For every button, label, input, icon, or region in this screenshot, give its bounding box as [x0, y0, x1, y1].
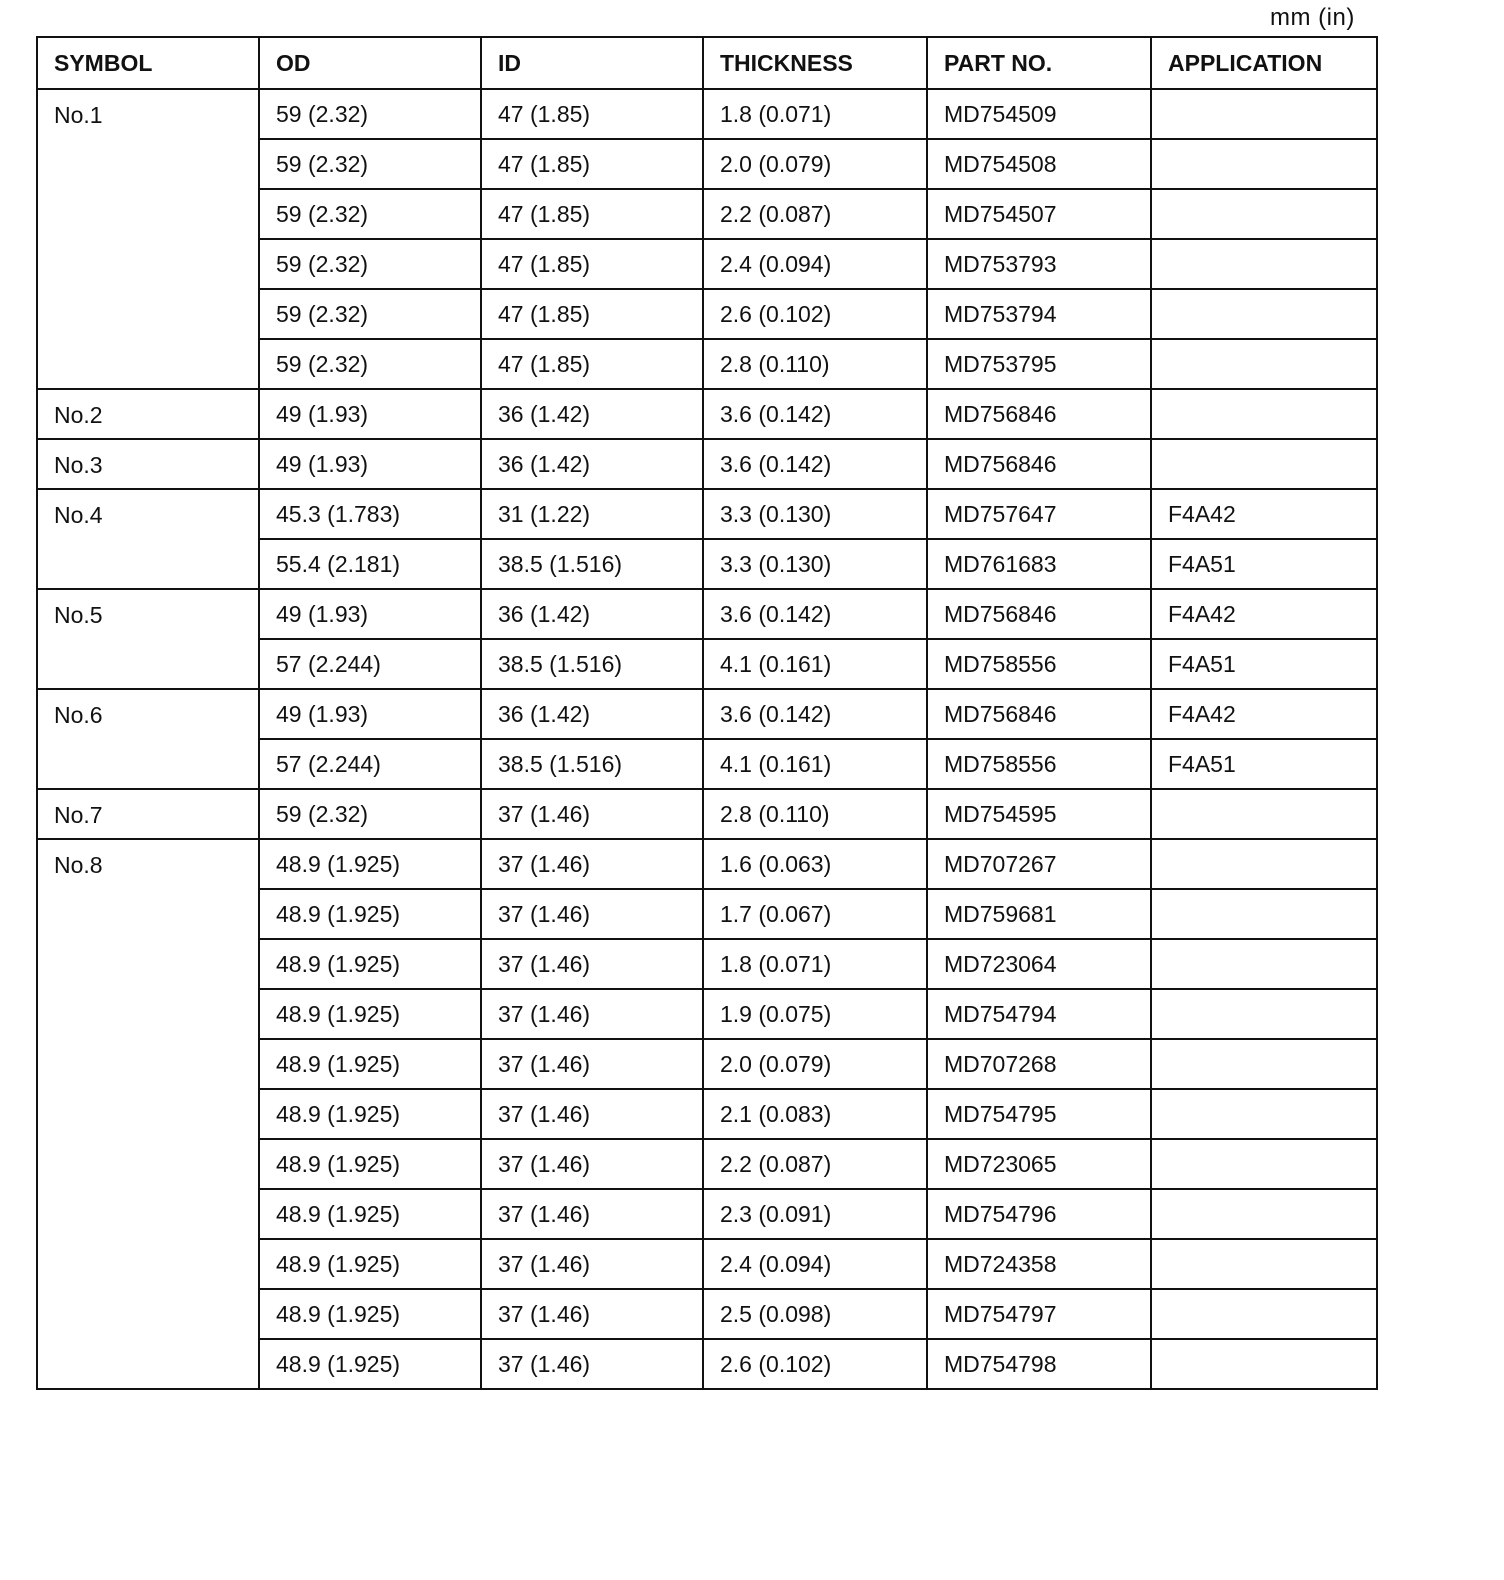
cell-id: 38.5 (1.516): [481, 539, 703, 589]
cell-od: 59 (2.32): [259, 289, 481, 339]
cell-application: [1151, 839, 1377, 889]
table-row: [37, 389, 1377, 439]
cell-od: 48.9 (1.925): [259, 1139, 481, 1189]
cell-od: 59 (2.32): [259, 789, 481, 839]
cell-part-no: MD756846: [927, 589, 1151, 639]
cell-application: [1151, 139, 1377, 189]
cell-part-no: MD757647: [927, 489, 1151, 539]
cell-thickness: 1.7 (0.067): [703, 889, 927, 939]
cell-thickness: 3.6 (0.142): [703, 439, 927, 489]
cell-symbol: No.2: [37, 389, 259, 439]
cell-od: 48.9 (1.925): [259, 989, 481, 1039]
cell-application: [1151, 1289, 1377, 1339]
cell-id: 37 (1.46): [481, 1139, 703, 1189]
cell-thickness: 3.3 (0.130): [703, 489, 927, 539]
cell-id: 47 (1.85): [481, 239, 703, 289]
cell-thickness: 2.8 (0.110): [703, 789, 927, 839]
header-part-no: PART NO.: [927, 37, 1151, 89]
cell-thickness: 3.6 (0.142): [703, 689, 927, 739]
cell-od: 48.9 (1.925): [259, 1239, 481, 1289]
cell-application: F4A51: [1151, 539, 1377, 589]
cell-part-no: MD754796: [927, 1189, 1151, 1239]
cell-id: 37 (1.46): [481, 1089, 703, 1139]
cell-part-no: MD723065: [927, 1139, 1151, 1189]
header-od: OD: [259, 37, 481, 89]
cell-id: 31 (1.22): [481, 489, 703, 539]
cell-part-no: MD754509: [927, 89, 1151, 139]
cell-symbol: No.7: [37, 789, 259, 839]
cell-od: 49 (1.93): [259, 689, 481, 739]
cell-application: [1151, 1039, 1377, 1089]
cell-application: [1151, 789, 1377, 839]
cell-id: 37 (1.46): [481, 1239, 703, 1289]
cell-thickness: 1.9 (0.075): [703, 989, 927, 1039]
cell-part-no: MD723064: [927, 939, 1151, 989]
cell-id: 37 (1.46): [481, 939, 703, 989]
cell-thickness: 2.6 (0.102): [703, 1339, 927, 1389]
cell-od: 48.9 (1.925): [259, 1339, 481, 1389]
cell-application: [1151, 189, 1377, 239]
header-row: [37, 37, 1377, 89]
cell-symbol: No.8: [37, 839, 259, 1389]
cell-od: 48.9 (1.925): [259, 1289, 481, 1339]
cell-id: 47 (1.85): [481, 189, 703, 239]
table-row: [37, 789, 1377, 839]
cell-part-no: MD754508: [927, 139, 1151, 189]
table-row: [37, 489, 1377, 539]
cell-symbol: No.6: [37, 689, 259, 789]
cell-application: F4A42: [1151, 689, 1377, 739]
cell-id: 47 (1.85): [481, 139, 703, 189]
cell-od: 48.9 (1.925): [259, 1039, 481, 1089]
cell-application: F4A51: [1151, 739, 1377, 789]
cell-thickness: 2.0 (0.079): [703, 1039, 927, 1089]
cell-application: [1151, 1339, 1377, 1389]
cell-part-no: MD756846: [927, 689, 1151, 739]
cell-id: 38.5 (1.516): [481, 739, 703, 789]
cell-thickness: 2.4 (0.094): [703, 239, 927, 289]
cell-part-no: MD707267: [927, 839, 1151, 889]
cell-application: F4A42: [1151, 589, 1377, 639]
cell-thickness: 2.5 (0.098): [703, 1289, 927, 1339]
cell-id: 37 (1.46): [481, 789, 703, 839]
cell-symbol: No.4: [37, 489, 259, 589]
cell-part-no: MD758556: [927, 739, 1151, 789]
header-application: APPLICATION: [1151, 37, 1377, 89]
cell-od: 48.9 (1.925): [259, 939, 481, 989]
cell-part-no: MD707268: [927, 1039, 1151, 1089]
cell-thickness: 2.2 (0.087): [703, 189, 927, 239]
cell-od: 49 (1.93): [259, 389, 481, 439]
cell-part-no: MD754507: [927, 189, 1151, 239]
cell-part-no: MD754794: [927, 989, 1151, 1039]
table-row: [37, 839, 1377, 889]
cell-id: 37 (1.46): [481, 1189, 703, 1239]
cell-application: [1151, 1139, 1377, 1189]
cell-id: 37 (1.46): [481, 1289, 703, 1339]
cell-od: 48.9 (1.925): [259, 1089, 481, 1139]
cell-od: 48.9 (1.925): [259, 889, 481, 939]
cell-thickness: 3.6 (0.142): [703, 589, 927, 639]
cell-thickness: 1.8 (0.071): [703, 939, 927, 989]
cell-thickness: 2.8 (0.110): [703, 339, 927, 389]
table-row: [37, 689, 1377, 739]
cell-thickness: 4.1 (0.161): [703, 739, 927, 789]
cell-thickness: 2.1 (0.083): [703, 1089, 927, 1139]
cell-application: [1151, 289, 1377, 339]
cell-thickness: 3.6 (0.142): [703, 389, 927, 439]
cell-symbol: No.1: [37, 89, 259, 389]
cell-id: 36 (1.42): [481, 389, 703, 439]
cell-part-no: MD754595: [927, 789, 1151, 839]
cell-od: 57 (2.244): [259, 739, 481, 789]
table-row: [37, 439, 1377, 489]
cell-od: 49 (1.93): [259, 439, 481, 489]
cell-id: 47 (1.85): [481, 289, 703, 339]
cell-application: [1151, 1089, 1377, 1139]
cell-od: 59 (2.32): [259, 89, 481, 139]
cell-symbol: No.5: [37, 589, 259, 689]
cell-part-no: MD758556: [927, 639, 1151, 689]
header-thickness: THICKNESS: [703, 37, 927, 89]
cell-od: 59 (2.32): [259, 239, 481, 289]
cell-application: F4A42: [1151, 489, 1377, 539]
table-body: [37, 89, 1377, 1389]
cell-od: 48.9 (1.925): [259, 1189, 481, 1239]
cell-od: 48.9 (1.925): [259, 839, 481, 889]
cell-part-no: MD753793: [927, 239, 1151, 289]
cell-application: [1151, 89, 1377, 139]
cell-id: 38.5 (1.516): [481, 639, 703, 689]
cell-application: F4A51: [1151, 639, 1377, 689]
cell-thickness: 3.3 (0.130): [703, 539, 927, 589]
cell-part-no: MD754797: [927, 1289, 1151, 1339]
cell-thickness: 2.3 (0.091): [703, 1189, 927, 1239]
cell-part-no: MD724358: [927, 1239, 1151, 1289]
cell-od: 45.3 (1.783): [259, 489, 481, 539]
table-row: [37, 89, 1377, 139]
cell-od: 59 (2.32): [259, 339, 481, 389]
cell-thickness: 2.6 (0.102): [703, 289, 927, 339]
cell-application: [1151, 439, 1377, 489]
cell-id: 37 (1.46): [481, 839, 703, 889]
cell-part-no: MD756846: [927, 439, 1151, 489]
cell-symbol: No.3: [37, 439, 259, 489]
cell-id: 37 (1.46): [481, 989, 703, 1039]
cell-application: [1151, 1239, 1377, 1289]
cell-thickness: 2.2 (0.087): [703, 1139, 927, 1189]
cell-part-no: MD754798: [927, 1339, 1151, 1389]
cell-id: 47 (1.85): [481, 339, 703, 389]
cell-id: 47 (1.85): [481, 89, 703, 139]
cell-od: 59 (2.32): [259, 139, 481, 189]
cell-application: [1151, 389, 1377, 439]
cell-thickness: 1.6 (0.063): [703, 839, 927, 889]
cell-thickness: 2.4 (0.094): [703, 1239, 927, 1289]
table-header: [37, 37, 1377, 89]
cell-application: [1151, 989, 1377, 1039]
cell-part-no: MD754795: [927, 1089, 1151, 1139]
cell-thickness: 2.0 (0.079): [703, 139, 927, 189]
cell-id: 36 (1.42): [481, 439, 703, 489]
cell-od: 49 (1.93): [259, 589, 481, 639]
cell-id: 37 (1.46): [481, 1339, 703, 1389]
cell-application: [1151, 1189, 1377, 1239]
cell-od: 57 (2.244): [259, 639, 481, 689]
cell-application: [1151, 339, 1377, 389]
cell-part-no: MD756846: [927, 389, 1151, 439]
cell-id: 37 (1.46): [481, 1039, 703, 1089]
header-id: ID: [481, 37, 703, 89]
cell-od: 55.4 (2.181): [259, 539, 481, 589]
cell-thickness: 4.1 (0.161): [703, 639, 927, 689]
cell-id: 36 (1.42): [481, 689, 703, 739]
cell-part-no: MD759681: [927, 889, 1151, 939]
cell-thickness: 1.8 (0.071): [703, 89, 927, 139]
header-symbol: SYMBOL: [37, 37, 259, 89]
unit-label: mm (in): [1270, 4, 1355, 31]
cell-id: 37 (1.46): [481, 889, 703, 939]
cell-id: 36 (1.42): [481, 589, 703, 639]
cell-part-no: MD753795: [927, 339, 1151, 389]
cell-od: 59 (2.32): [259, 189, 481, 239]
spacer-spec-table: [36, 36, 1378, 1390]
table-row: [37, 589, 1377, 639]
cell-part-no: MD761683: [927, 539, 1151, 589]
cell-part-no: MD753794: [927, 289, 1151, 339]
cell-application: [1151, 889, 1377, 939]
cell-application: [1151, 939, 1377, 989]
cell-application: [1151, 239, 1377, 289]
